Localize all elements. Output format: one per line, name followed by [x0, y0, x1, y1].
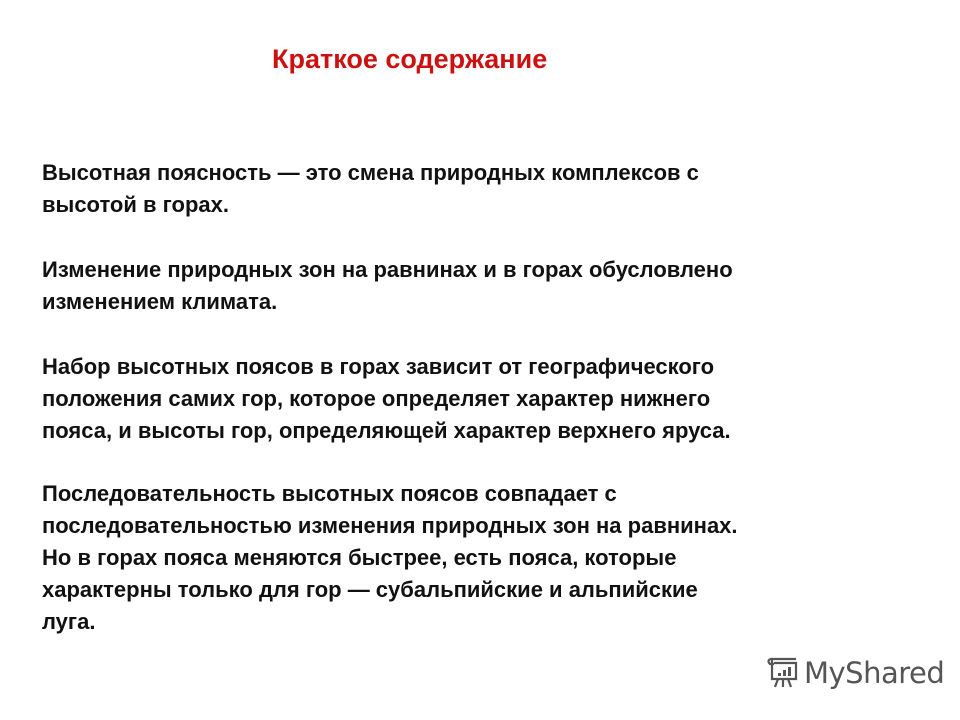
text-line: Набор высотных поясов в горах зависит от географического [42, 354, 715, 379]
text-line: Изменение природных зон на равнинах и в горах обусловлено [42, 257, 733, 282]
paragraph-2 [42, 254, 733, 318]
logo-text: MyShared [804, 656, 945, 690]
text-line: изменением климата. [42, 289, 278, 314]
text-line: высотой в горах. [42, 192, 229, 217]
text-line: характерны только для гор — субальпийские и альпийские [42, 577, 698, 602]
slide-title: Краткое содержание [272, 44, 548, 74]
text-line: Высотная поясность — это смена природных комплексов с [42, 160, 699, 185]
text-line: Но в горах пояса меняются быстрее, есть пояса, которые [42, 545, 677, 570]
text-line: последовательностью изменения природных зон на равнинах. [42, 513, 738, 538]
text-line: положения самих гор, которое определяет характер нижнего [42, 386, 711, 411]
text-line: пояса, и высоты гор, определяющей характер верхнего яруса. [42, 418, 731, 443]
paragraph-1 [42, 157, 699, 221]
mysharedlogo [766, 655, 944, 691]
presentation-board-icon [766, 655, 800, 691]
text-line: Последовательность высотных поясов совпадает с [42, 481, 617, 506]
paragraph-4 [42, 478, 738, 638]
paragraph-3 [42, 351, 731, 447]
text-line: луга. [42, 609, 96, 634]
